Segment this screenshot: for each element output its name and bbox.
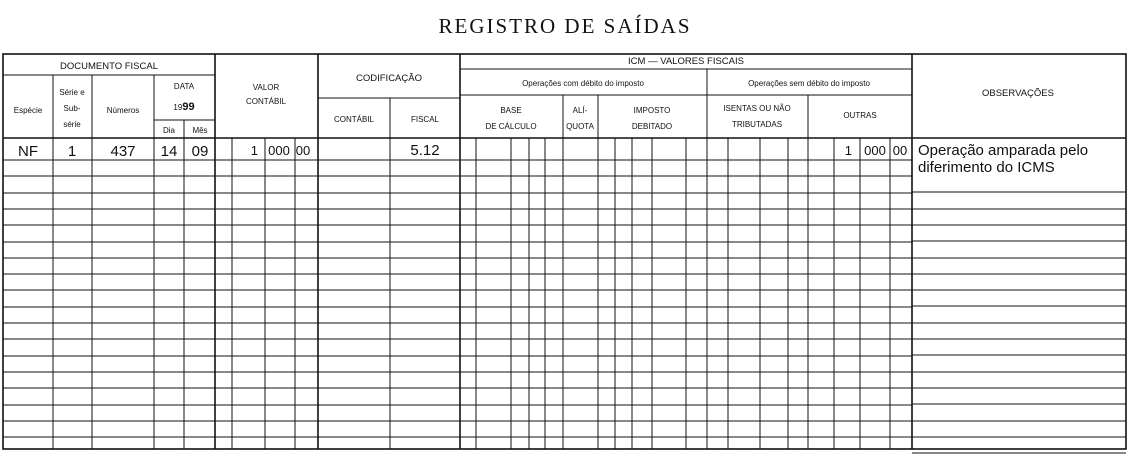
form-border bbox=[3, 54, 1126, 449]
cell-outras-cent: 000 bbox=[864, 143, 886, 158]
header-isentas-2: TRIBUTADAS bbox=[731, 120, 783, 129]
header-especie: Espécie bbox=[13, 106, 43, 115]
cell-obs-line2: diferimento do ICMS bbox=[918, 159, 1055, 176]
header-ano-suffix: 99 bbox=[182, 101, 195, 113]
header-cod-contabil: CONTÁBIL bbox=[333, 115, 375, 124]
header-base-1: BASE bbox=[500, 106, 522, 115]
header-valor: VALOR bbox=[252, 83, 280, 92]
header-serie-3: série bbox=[63, 120, 81, 129]
header-cod-fiscal: FISCAL bbox=[410, 115, 440, 124]
header-outras: OUTRAS bbox=[843, 111, 877, 120]
cell-outras-dec: 00 bbox=[892, 143, 908, 158]
cell-valor-dec: 00 bbox=[295, 143, 311, 158]
cell-valor-mil: 1 bbox=[250, 143, 258, 158]
cell-obs-line1: Operação amparada pelo bbox=[918, 142, 1089, 159]
header-sem-debito: Operações sem débito do imposto bbox=[748, 79, 870, 88]
header-ano bbox=[173, 101, 194, 113]
header-imposto-2: DEBITADO bbox=[631, 122, 673, 131]
header-observacoes: OBSERVAÇÕES bbox=[982, 88, 1054, 99]
header-icm: ICM — VALORES FISCAIS bbox=[628, 56, 744, 67]
header-aliquota-1: ALÍ- bbox=[572, 106, 588, 115]
header-serie-1: Série e bbox=[59, 88, 85, 97]
header-aliquota-2: QUOTA bbox=[566, 122, 594, 131]
header-mes: Mês bbox=[192, 126, 208, 135]
cell-mes: 09 bbox=[191, 143, 209, 160]
header-dia: Dia bbox=[162, 126, 176, 135]
header-com-debito: Operações com débito do imposto bbox=[522, 79, 644, 88]
header-serie-2: Sub- bbox=[63, 104, 81, 113]
header-numeros: Números bbox=[106, 106, 140, 115]
header-imposto-1: IMPOSTO bbox=[633, 106, 671, 115]
cell-valor-cent: 000 bbox=[268, 143, 290, 158]
cell-especie: NF bbox=[18, 143, 38, 160]
header-documento-fiscal: DOCUMENTO FISCAL bbox=[59, 61, 159, 72]
header-codificacao: CODIFICAÇÃO bbox=[356, 73, 422, 84]
cell-outras-mil: 1 bbox=[844, 143, 852, 158]
cell-fiscal: 5.12 bbox=[410, 142, 440, 159]
page-title: REGISTRO DE SAÍDAS bbox=[438, 14, 692, 38]
cell-serie: 1 bbox=[67, 143, 77, 160]
cell-dia: 14 bbox=[160, 143, 178, 160]
header-isentas-1: ISENTAS OU NÃO bbox=[723, 104, 791, 113]
header-data: DATA bbox=[173, 82, 195, 91]
header-base-2: DE CÁLCULO bbox=[485, 122, 537, 131]
header-contabil-valor: CONTÁBIL bbox=[245, 97, 287, 106]
cell-numero: 437 bbox=[110, 143, 136, 160]
header-ano-prefix: 19 bbox=[173, 103, 183, 112]
